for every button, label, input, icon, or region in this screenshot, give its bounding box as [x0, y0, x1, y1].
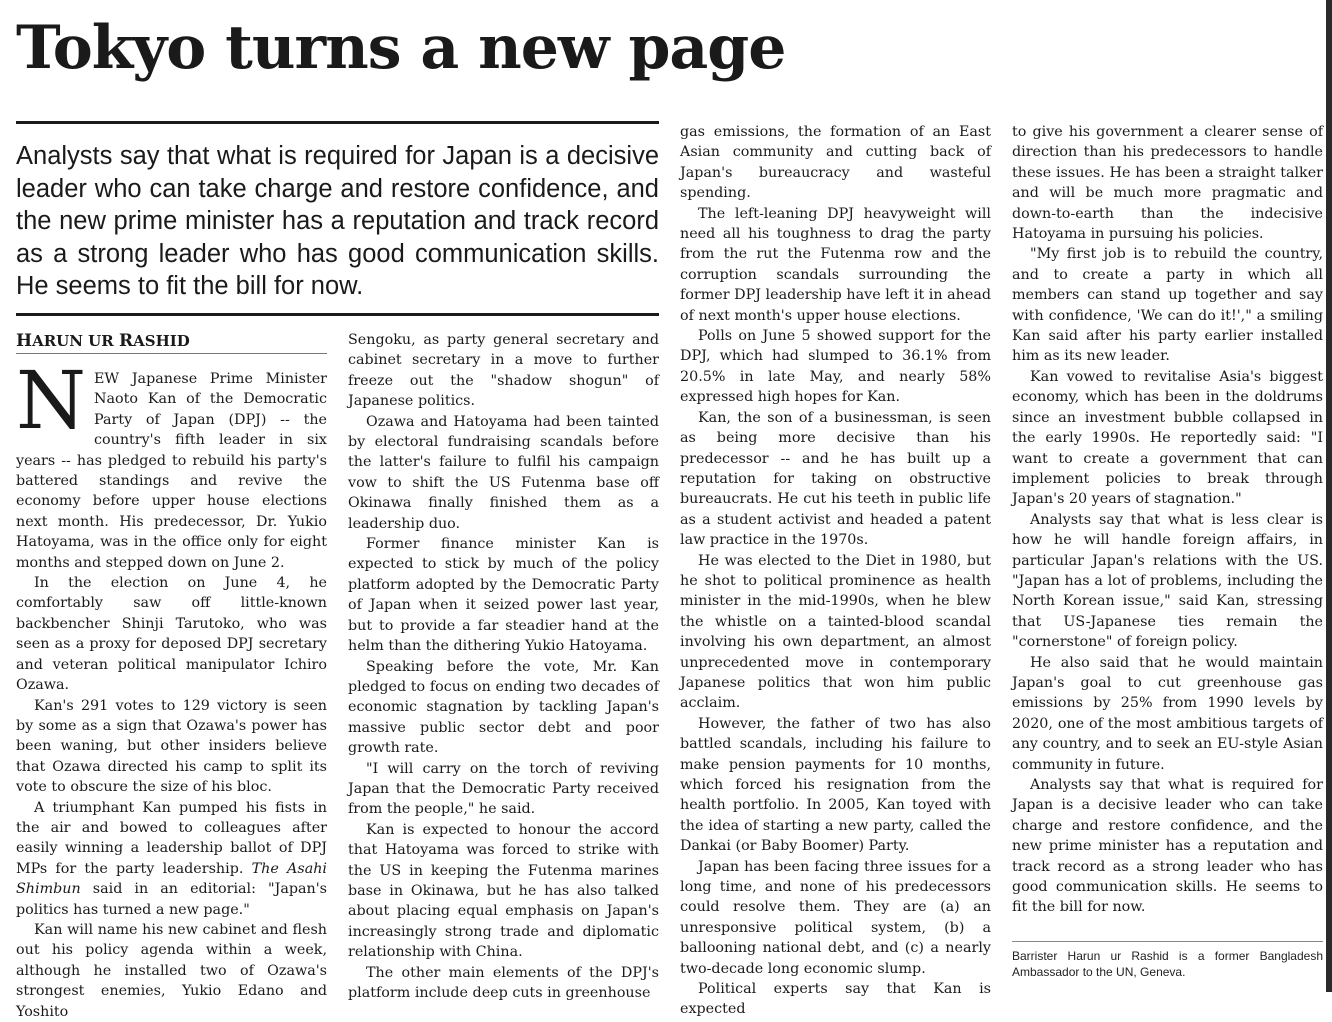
- column-2: [348, 330, 659, 1003]
- author-note: Barrister Harun ur Rashid is a former Bangladesh Ambassador to the UN, Geneva.: [1012, 941, 1323, 980]
- paragraph: However, the father of two has also battled scandals, including his failure to make pension payments for 10 months, which forced his resignation from the health portfolio. In 2005, Kan toyed with the idea of starting a new party, called the Dankai (or Baby Boomer) Party.: [680, 715, 991, 855]
- paragraph: "My first job is to rebuild the country, and to create a party in which all members can stand up together and say with confidence, 'We can do it!'," a smiling Kan said after his party earlier installed him as its new leader.: [1012, 246, 1323, 365]
- top-rule: [16, 121, 659, 124]
- text-run: said in an editorial: "Japan's politics has turned a new page.": [16, 881, 327, 918]
- paragraph: Ozawa and Hatoyama had been tainted by electoral fundraising scandals before the latter's failure to fulfil his campaign vow to shift the US Futenma base off Okinawa finally finished them as a leadership duo.: [348, 413, 659, 532]
- paragraph-continued: to give his government a clearer sense of direction than his predecessors to handle these issues. He has been a straight talker and will be much more pragmatic and down-to-earth than the indecisive Hatoyama in pursuing his policies.: [1012, 124, 1323, 243]
- paragraph: Kan vowed to revitalise Asia's biggest economy, which has been in the doldrums since an investment bubble collapsed in the early 1990s. He reportedly said: "I want to create a government that can implement policies to break through Japan's 20 years of stagnation.": [1012, 368, 1323, 508]
- paragraph: Japan has been facing three issues for a long time, and none of his predecessors could resolve them. They are (a) an unresponsive political system, (b) a ballooning national debt, and (c) a nearly two-decade long economic slump.: [680, 858, 991, 977]
- paragraph: Kan's 291 votes to 129 victory is seen by some as a sign that Ozawa's power has been waning, but other insiders believe that Ozawa directed his camp to split its vote to obscure the size of his bloc.: [16, 697, 327, 796]
- text-run: A triumphant Kan pumped his fists in the air and bowed to colleagues after easily winning a leadership ballot of DPJ MPs for the party leadership.: [16, 799, 327, 877]
- paragraph: Former finance minister Kan is expected to stick by much of the policy platform adopted by the Democratic Party of Japan when it seized power last year, but to provide a far steadier hand at the helm than the dithering Yukio Hatoyama.: [348, 536, 659, 655]
- paragraph: In the election on June 4, he comfortably saw off little-known backbencher Shinji Tarutoko, who was seen as a proxy for deposed DPJ secretary and veteran political manipulator Ichiro Ozawa.: [16, 575, 327, 694]
- lead-paragraph: [16, 354, 327, 573]
- byline-last-rest: ASHID: [133, 332, 190, 350]
- byline: [16, 332, 327, 354]
- deck: Analysts say that what is required for Japan is a decisive leader who can take charge and restore confidence, and the new prime minister has a reputation and track record as a strong leader who has good communication skills. He seems to fit the bill for now.: [16, 142, 659, 300]
- byline-first-initial: H: [16, 331, 33, 351]
- column-3: [680, 122, 991, 1020]
- byline-first-rest: ARUN UR: [32, 332, 119, 350]
- paragraph: Kan, the son of a businessman, is seen as being more decisive than his predecessor -- and he has built up a reputation for taking on obstructive bureaucrats. He cut his teeth in public life as a student activist and headed a patent law practice in the 1970s.: [680, 409, 991, 549]
- paragraph: Polls on June 5 showed support for the DPJ, which had slumped to 36.1% from 20.5% in late May, and nearly 58% expressed high hopes for Kan.: [680, 328, 991, 406]
- byline-last-initial: R: [118, 331, 134, 351]
- column-1: [16, 354, 327, 1022]
- paragraph: "I will carry on the torch of reviving Japan that the Democratic Party received from the people," he said.: [348, 760, 659, 818]
- paragraph: Kan will name his new cabinet and flesh out his policy agenda within a week, although he installed two of Ozawa's strongest enemies, Yukio Edano and Yoshito: [16, 921, 327, 1020]
- paragraph: Speaking before the vote, Mr. Kan pledged to focus on ending two decades of economic stagnation by tackling Japan's massive public sector debt and poor growth rate.: [348, 658, 659, 757]
- paragraph: The left-leaning DPJ heavyweight will need all his toughness to drag the party from the rut the Futenma row and the corruption scandals surrounding the former DPJ leadership have left it in ahead of next month's upper house elections.: [680, 205, 991, 324]
- paragraph: [16, 798, 327, 920]
- paragraph: He also said that he would maintain Japan's goal to cut greenhouse gas emissions by 25% from 1990 levels by 2020, one of the most ambitious targets of any country, and to seek an EU-style Asian community in future.: [1012, 654, 1323, 773]
- drop-cap: N: [16, 354, 86, 447]
- lead-text: EW Japanese Prime Minister Naoto Kan of the Democratic Party of Japan (DPJ) -- the country's fifth leader in six years -- has pledged to rebuild his party's battered standings and revive the economy before upper house elections next month. His predecessor, Dr. Yukio Hatoyama, was in the office only for eight months and stepped down on June 2.: [16, 371, 327, 571]
- paragraph-continued: Sengoku, as party general secretary and cabinet secretary in a move to further freeze out the "shadow shogun" of Japanese politics.: [348, 332, 659, 410]
- newspaper-title: The Asahi Shimbun: [16, 860, 327, 898]
- bottom-rule: [16, 313, 659, 316]
- paragraph: The other main elements of the DPJ's platform include deep cuts in greenhouse: [348, 964, 659, 1001]
- paragraph: He was elected to the Diet in 1980, but he shot to political prominence as health minister in the mid-1990s, when he blew the whistle on a tainted-blood scandal involving his own department, an almost unprecedented move in contemporary Japanese politics that won him public acclaim.: [680, 552, 991, 712]
- paragraph: Analysts say that what is required for Japan is a decisive leader who can take charge and restore confidence, and the new prime minister has a reputation and track record as a strong leader who has good communication skills. He seems to fit the bill for now.: [1012, 777, 1323, 916]
- paragraph-continued: gas emissions, the formation of an East Asian community and cutting back of Japan's bureaucracy and wasteful spending.: [680, 124, 991, 202]
- page-edge-line: [1326, 0, 1332, 992]
- paragraph: Analysts say that what is less clear is how he will handle foreign affairs, in particular Japan's relations with the US. "Japan has a lot of problems, including the North Korean issue," said Kan, stressing that US-Japanese ties remain the "cornerstone" of foreign policy.: [1012, 511, 1323, 651]
- paragraph: Kan is expected to honour the accord that Hatoyama was forced to strike with the US in keeping the Futenma marines base in Okinawa, but he has also talked about placing equal emphasis on Japan's increasingly strong trade and diplomatic relationship with China.: [348, 821, 659, 961]
- headline: Tokyo turns a new page: [16, 13, 786, 83]
- paragraph: Political experts say that Kan is expected: [680, 981, 991, 1018]
- column-4: [1012, 122, 1323, 918]
